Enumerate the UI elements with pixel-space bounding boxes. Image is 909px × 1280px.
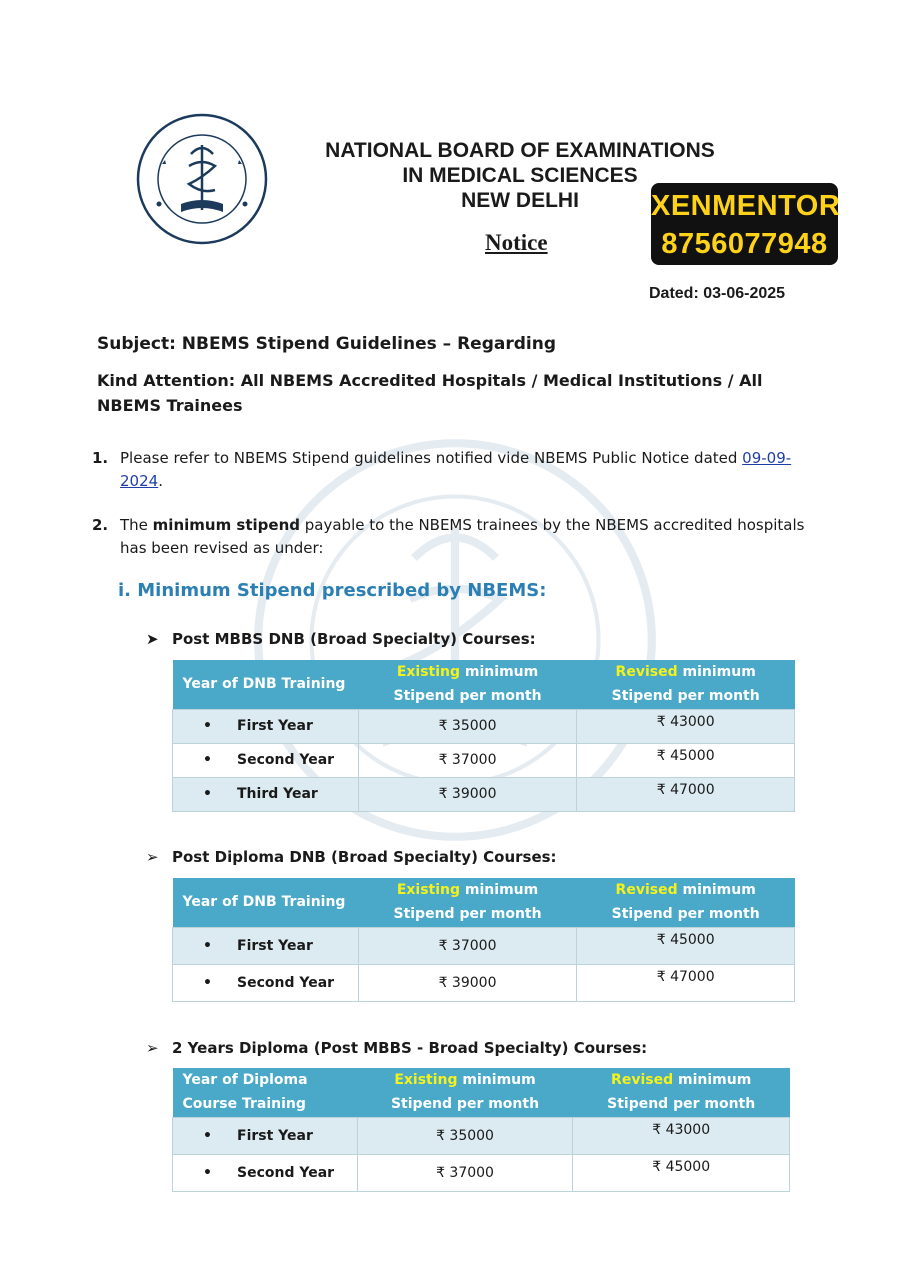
- year-label: Third Year: [237, 786, 318, 802]
- course-title: [146, 848, 557, 866]
- existing-stipend: ₹ 39000: [358, 964, 577, 1001]
- course-title: [146, 630, 536, 648]
- org-name-line-2: IN MEDICAL SCIENCES: [402, 164, 638, 187]
- table-row: • Third Year ₹ 39000 ₹ 47000: [173, 777, 795, 811]
- brand-stamp: [651, 183, 841, 265]
- notice-title: Notice: [485, 230, 548, 255]
- col-header-existing: Existing minimum Stipend per month: [358, 878, 577, 927]
- nbems-logo-icon: [135, 112, 269, 246]
- revised-stipend: ₹ 45000: [573, 1154, 790, 1191]
- arrow-bullet-icon: ➢: [146, 848, 159, 866]
- course-title-text: Post Diploma DNB (Broad Specialty) Courses:: [172, 848, 557, 866]
- table-row: • Second Year ₹ 37000 ₹ 45000: [173, 1154, 790, 1191]
- course-title: [146, 1039, 647, 1057]
- notice-date: Dated: 03-06-2025: [649, 285, 786, 302]
- point-1: [92, 447, 812, 493]
- point-number: 1.: [92, 449, 109, 467]
- table-row: • Second Year ₹ 37000 ₹ 45000: [173, 743, 795, 777]
- existing-stipend: ₹ 39000: [358, 777, 577, 811]
- col-header-year: Year of Diploma Course Training: [173, 1068, 358, 1117]
- year-label: First Year: [237, 1127, 313, 1144]
- col-header-revised: Revised minimum Stipend per month: [577, 878, 795, 927]
- table-row: • First Year ₹ 35000 ₹ 43000: [173, 1117, 790, 1154]
- org-name-line-3: NEW DELHI: [461, 189, 579, 212]
- existing-stipend: ₹ 37000: [357, 1154, 573, 1191]
- point-text-end: .: [158, 472, 163, 490]
- year-label: First Year: [237, 937, 313, 954]
- col-header-year: Year of DNB Training: [173, 878, 359, 927]
- revised-stipend: ₹ 43000: [573, 1117, 790, 1154]
- notice-date-link[interactable]: 09-09-2024: [120, 449, 792, 490]
- arrow-bullet-icon: ➢: [146, 1039, 159, 1057]
- revised-stipend: ₹ 47000: [577, 777, 795, 811]
- point-number: 2.: [92, 516, 109, 534]
- course-title-text: Post MBBS DNB (Broad Specialty) Courses:: [172, 630, 536, 648]
- subject-line: Subject: NBEMS Stipend Guidelines – Regarding: [97, 334, 556, 354]
- col-header-year: Year of DNB Training: [173, 660, 359, 709]
- year-label: Second Year: [237, 974, 335, 991]
- org-name-line-1: NATIONAL BOARD OF EXAMINATIONS: [325, 139, 715, 162]
- table-row: • First Year ₹ 37000 ₹ 45000: [173, 927, 795, 964]
- col-header-revised: Revised minimum Stipend per month: [573, 1068, 790, 1117]
- course-title-text: 2 Years Diploma (Post MBBS - Broad Specialty) Courses:: [172, 1039, 648, 1057]
- year-label: Second Year: [237, 1164, 335, 1181]
- existing-stipend: ₹ 37000: [358, 743, 577, 777]
- stipend-table-post-mbbs: [172, 660, 795, 812]
- col-header-revised: Revised minimum Stipend per month: [577, 660, 795, 709]
- point-text: The: [120, 516, 153, 534]
- stipend-table-post-diploma: [172, 878, 795, 1002]
- col-header-existing: Existing minimum Stipend per month: [358, 660, 577, 709]
- table-header-row: [173, 660, 795, 709]
- section-heading: i. Minimum Stipend prescribed by NBEMS:: [118, 580, 547, 601]
- revised-stipend: ₹ 43000: [577, 709, 795, 743]
- year-label: First Year: [237, 718, 313, 734]
- point-text: Please refer to NBEMS Stipend guidelines notified vide NBEMS Public Notice dated: [120, 449, 743, 467]
- brand-phone: 8756077948: [661, 228, 828, 260]
- arrow-bullet-icon: ➤: [146, 630, 159, 648]
- attention-line: Kind Attention: All NBEMS Accredited Hospitals / Medical Institutions / All NBEMS Trainees: [97, 371, 763, 415]
- year-label: Second Year: [237, 752, 335, 768]
- table-row: • First Year ₹ 35000 ₹ 43000: [173, 709, 795, 743]
- revised-stipend: ₹ 47000: [577, 964, 795, 1001]
- point-bold-text: minimum stipend: [152, 516, 300, 534]
- table-row: • Second Year ₹ 39000 ₹ 47000: [173, 964, 795, 1001]
- col-header-existing: Existing minimum Stipend per month: [357, 1068, 573, 1117]
- table-header-row: [173, 878, 795, 927]
- point-2: [92, 514, 812, 560]
- existing-stipend: ₹ 35000: [358, 709, 577, 743]
- revised-stipend: ₹ 45000: [577, 743, 795, 777]
- existing-stipend: ₹ 37000: [358, 927, 577, 964]
- stipend-table-diploma: [172, 1068, 790, 1192]
- revised-stipend: ₹ 45000: [577, 927, 795, 964]
- table-header-row: [173, 1068, 790, 1117]
- point-text: payable to the NBEMS trainees by the NBEMS accredited hospitals has been revised as under:: [120, 516, 805, 557]
- brand-name: XENMENTOR: [651, 190, 841, 222]
- existing-stipend: ₹ 35000: [357, 1117, 573, 1154]
